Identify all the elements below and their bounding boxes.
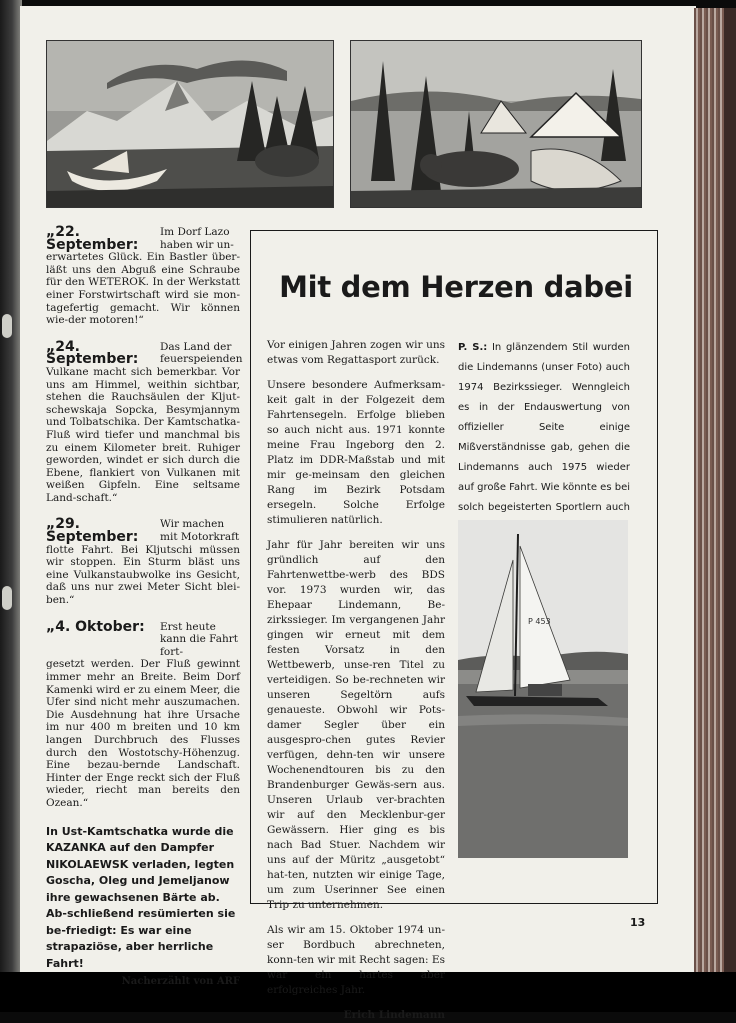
postscript bbox=[458, 338, 630, 538]
diary-entry bbox=[46, 618, 240, 810]
binding-hole bbox=[2, 586, 12, 610]
entry-date: „22. September: bbox=[46, 224, 139, 253]
article-paragraph: Als wir am 15. Oktober 1974 un-ser Bordbuch abrechneten, konn-ten wir mit Recht sagen: Es war ein hartes aber erfolgreiches Jahr. bbox=[267, 924, 445, 996]
diary-entry bbox=[46, 338, 243, 505]
entry-date: „4. Oktober: bbox=[46, 618, 145, 635]
entry-date: „29. September: bbox=[46, 516, 139, 546]
author-signature: Erich Lindemann bbox=[343, 1009, 445, 1021]
entry-text: Vulkane macht sich bemerkbar. Vor uns am Himmel, weithin sichtbar, stehen die Rauchsäulen der Kljut-schewskaja Sopcka, Besymjannym und Tolbatschika. Der Kamtschatka-Fluß wird tiefer und manchmal bis zu einem Kilometer breit. Ruhiger geworden, windet er sich durch die Ebene, flankiert von Vulkanen mit weißen Gipfeln. Eine seltsame Land-schaft.“ bbox=[46, 365, 240, 504]
entry-first-line: Wir machen mit Motorkraft bbox=[160, 518, 240, 544]
article-body bbox=[267, 338, 445, 1023]
article-paragraph: Jahr für Jahr bereiten wir uns gründlich auf den Fahrtenwettbe-werb des BDS vor. 1973 wurden wir, das Ehepaar Lindemann, Be-zirkssieger. Im vergangenen Jahr gingen wir erneut mit dem festen Vorsatz in den Wettbewerb, unse-ren Titel zu verteidigen. So be-rechneten wir unseren Segeltörn aufs genaueste. Obwohl wir Pots-damer Segler über ein ausgespro-chen gutes Revier verfügen, dehn-ten wir unsere Wochenendtouren bis zu den Brandenburger Gewäs-sern aus. Unseren Urlaub ver-brachten wir auf den Mecklenbur-ger Gewässern. Hier ging es bis nach Bad Stuer. Nachdem wir uns auf der Müritz „ausgetobt“ hat-ten, nutzten wir einige Tage, um zum Userinner See einen Trip zu unternehmen. bbox=[267, 539, 445, 911]
book-cover-edge bbox=[724, 8, 736, 974]
entry-first-line: Erst heute kann die Fahrt fort- bbox=[160, 620, 238, 658]
credit-line: Nacherzählt von ARF bbox=[121, 976, 240, 988]
article-paragraph: Unsere besondere Aufmerksam-keit galt in der Folgezeit dem Fahrtensegeln. Erfolge blieben so auch nicht aus. 1971 konnte meine Frau Ingeborg den 2. Platz im DDR-Maßstab und mit mir ge-meinsam den gleichen Rang im Bezirk Potsdam ersegeln. Solche Erfolge stimulieren natürlich. bbox=[267, 379, 445, 526]
page-number: 13 bbox=[630, 916, 646, 929]
entry-first-line: Im Dorf Lazo haben wir un- bbox=[160, 226, 234, 251]
illustration-volcano-river bbox=[46, 40, 334, 208]
diary-summary: In Ust-Kamtschatka wurde die KAZANKA auf den Dampfer NIKOLAEWSK verladen, legten Goscha, Oleg und Jemeljanow ihre gewachsenen Bärte ab. Ab-schließend resümierten sie be-friedigt: Es war eine strapaziöse, aber herrliche Fahrt! bbox=[46, 824, 236, 970]
diary-column bbox=[46, 224, 243, 989]
entry-text: flotte Fahrt. Bei Kljutschi müssen wir stoppen. Ein Sturm bläst uns eine Vulkanstaubwolke ins Gesicht, daß uns nur zwei Meter Sicht blei-ben.“ bbox=[46, 543, 240, 607]
article-paragraph: Vor einigen Jahren zogen wir uns etwas vom Regattasport zurück. bbox=[267, 339, 445, 366]
illustration-camp-bear bbox=[350, 40, 642, 208]
book-spine bbox=[0, 0, 22, 1012]
binding-hole bbox=[2, 314, 12, 338]
entry-text: gesetzt werden. Der Fluß gewinnt immer mehr an Breite. Beim Dorf Kamenki wird er zu einem Meer, die Ufer sind nicht mehr auszumachen. Die Ausdehnung hat ihre Ursache im nur 400 m breiten und 10 km langen Durchbruch des Flusses durch den Wostotschy-Höhenzug. Eine bezau-bernde Landschaft. Hinter der Enge reckt sich der Fluß wieder, riecht man bereits den Ozean.“ bbox=[46, 658, 240, 809]
ps-label: P. S.: bbox=[458, 342, 488, 353]
sailboat-photo bbox=[458, 520, 628, 858]
entry-text: erwartetes Glück. Ein Bastler über-läßt uns den Abguß eine Schraube für den WETEROK. In der Werkstatt einer Forstwirtschaft wird sie mon-tagefertig gemacht. Wir können wie-der motoren!“ bbox=[46, 251, 240, 327]
ps-text: In glänzendem Stil wurden die Lindemanns (unser Foto) auch 1974 Bezirkssieger. Wenngleich es in der Endauswertung von offizieller Seite einige Mißverständnisse gab, gehen die Lindemanns auch 1975 wieder auf große Fahrt. Wie könnte es bei solch begeisterten Sportlern auch bbox=[458, 342, 630, 513]
entry-date: „24. September: bbox=[46, 338, 139, 368]
article-headline: Mit dem Herzen dabei bbox=[279, 270, 633, 304]
entry-first-line: Das Land der feuerspeienden bbox=[160, 340, 243, 366]
sail-number: P 453 bbox=[528, 617, 551, 626]
diary-entry bbox=[46, 226, 240, 327]
diary-entry bbox=[46, 518, 240, 606]
